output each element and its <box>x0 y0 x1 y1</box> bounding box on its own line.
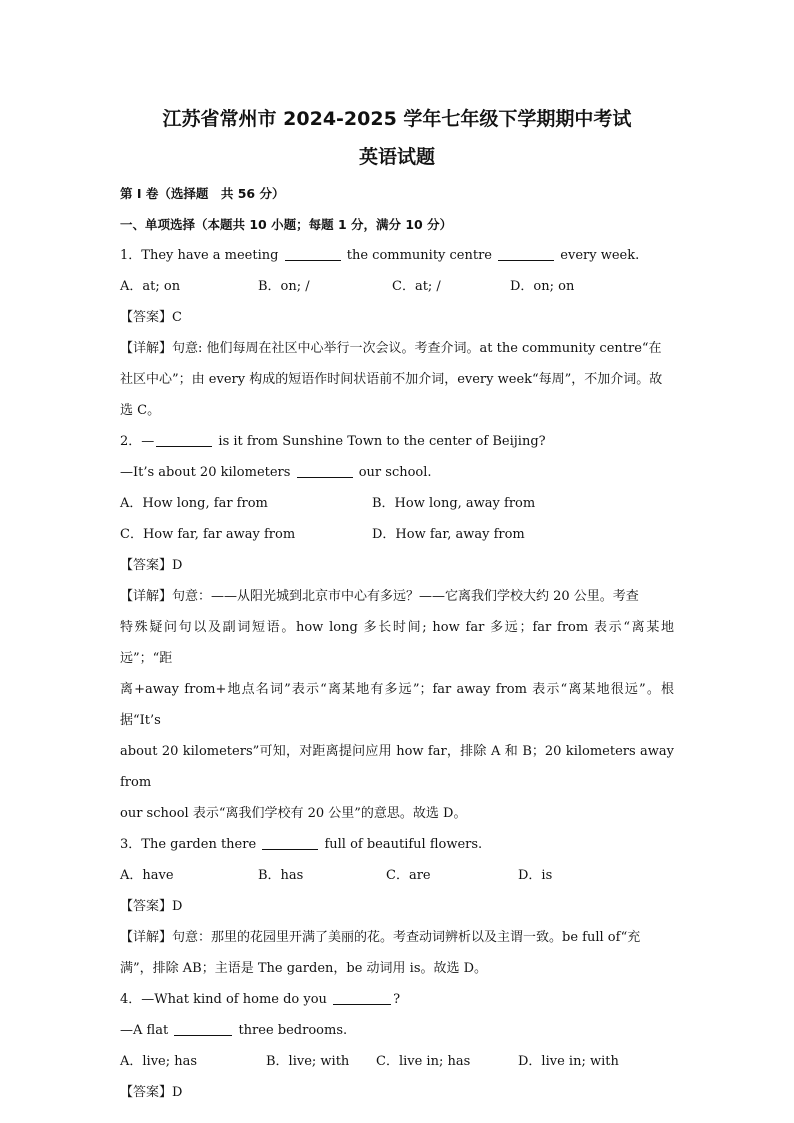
answer-blank <box>333 990 391 1005</box>
option-c: C．are <box>386 868 431 883</box>
explanation-line: 选 C。 <box>120 403 161 418</box>
option-a: A．How long, far from <box>120 496 268 511</box>
option-d: D．is <box>518 868 553 883</box>
explanation-line: 社区中心”；由 every 构成的短语作时间状语前不加介词，every week“每周”，不加介词。故 <box>120 372 663 387</box>
question-3 <box>120 829 674 984</box>
question-stem: 2．— is it from Sunshine Town to the center of Beijing? <box>120 434 546 449</box>
answer-label: 【答案】D <box>120 1085 183 1100</box>
answer-label: 【答案】D <box>120 899 183 914</box>
answer-blank <box>262 835 318 850</box>
question-stem: 3．The garden there full of beautiful flowers. <box>120 837 483 852</box>
answer-blank <box>297 463 353 478</box>
option-c: C．How far, far away from <box>120 527 296 542</box>
question-stem: 1．They have a meeting the community centre every week. <box>120 248 640 263</box>
option-d: D．live in; with <box>518 1054 619 1069</box>
option-d: D．How far, away from <box>372 527 525 542</box>
option-c: C．live in; has <box>376 1054 471 1069</box>
options-row <box>120 860 674 891</box>
question-stem: 4．—What kind of home do you ? <box>120 992 401 1007</box>
option-a: A．have <box>120 868 174 883</box>
answer-blank <box>285 246 341 261</box>
explanation-line: 满”，排除 AB；主语是 The garden，be 动词用 is。故选 D。 <box>120 961 488 976</box>
option-d: D．on; on <box>510 279 575 294</box>
question-stem-reply: —A flat three bedrooms. <box>120 1023 348 1038</box>
option-b: B．live; with <box>266 1054 350 1069</box>
document-title: 江苏省常州市 2024-2025 学年七年级下学期期中考试 <box>162 108 632 130</box>
option-c: C．at; / <box>392 279 441 294</box>
document-subtitle: 英语试题 <box>358 146 435 168</box>
explanation-line: about 20 kilometers”可知，对距离提问应用 how far，排除 A 和 B；20 kilometers away from <box>120 744 674 790</box>
explanation-line: 【详解】句意：——从阳光城到北京市中心有多远？——它离我们学校大约 20 公里。考查 <box>120 589 639 604</box>
answer-blank <box>156 432 212 447</box>
option-a: A．live; has <box>120 1054 198 1069</box>
option-b: B．How long, away from <box>372 496 536 511</box>
options-row <box>120 488 674 519</box>
option-a: A．at; on <box>120 279 181 294</box>
explanation-line: 【详解】句意: 他们每周在社区中心举行一次会议。考查介词。at the community centre“在 <box>120 341 662 356</box>
question-1 <box>120 240 674 426</box>
section-part-heading: 第 I 卷（选择题 共 56 分） <box>120 186 285 201</box>
answer-blank <box>174 1021 232 1036</box>
explanation-line: our school 表示“离我们学校有 20 公里”的意思。故选 D。 <box>120 806 467 821</box>
explanation-line: 特殊疑问句以及副词短语。how long 多长时间; how far 多远；far from 表示“离某地远”；“距 <box>120 620 674 666</box>
options-row <box>120 271 674 302</box>
section-one-heading: 一、单项选择（本题共 10 小题；每题 1 分，满分 10 分） <box>120 217 453 232</box>
answer-label: 【答案】D <box>120 558 183 573</box>
question-4 <box>120 984 674 1108</box>
explanation-line: 【详解】句意：那里的花园里开满了美丽的花。考查动词辨析以及主谓一致。be full of“充 <box>120 930 641 945</box>
explanation-line: 离+away from+地点名词”表示“离某地有多远”；far away from 表示“离某地很远”。根据“It’s <box>120 682 674 728</box>
option-b: B．on; / <box>258 279 310 294</box>
answer-blank <box>498 246 554 261</box>
options-row <box>120 519 674 550</box>
options-row <box>120 1046 674 1077</box>
answer-label: 【答案】C <box>120 310 182 325</box>
option-b: B．has <box>258 868 304 883</box>
question-2 <box>120 426 674 829</box>
question-stem-reply: —It’s about 20 kilometers our school. <box>120 465 432 480</box>
